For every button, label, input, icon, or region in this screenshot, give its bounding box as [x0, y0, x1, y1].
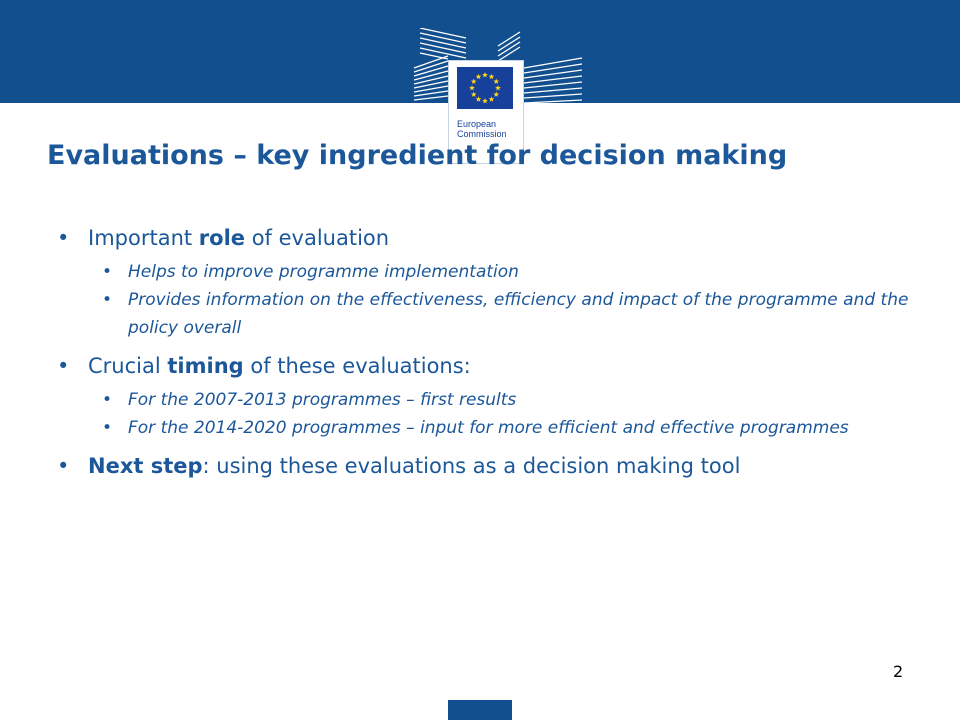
bullet-icon: •: [102, 290, 113, 310]
star-icon: [476, 96, 482, 101]
page-number: 2: [893, 662, 904, 681]
star-icon: [471, 79, 477, 84]
bullet-icon: •: [102, 418, 113, 438]
bullet-role: • Important role of evaluation: [57, 222, 917, 254]
footer-tab: [448, 700, 512, 720]
bullet-icon: •: [102, 262, 113, 282]
star-icon: [471, 92, 477, 97]
sub-bullet-2007-2013: • For the 2007-2013 programmes – first results: [57, 386, 917, 414]
sub-bullet-2014-2020: • For the 2014-2020 programmes – input for more efficient and effective programmes: [57, 414, 917, 442]
slide-title: Evaluations – key ingredient for decision making: [47, 140, 788, 171]
slide-body: [57, 222, 917, 482]
star-icon: [469, 85, 475, 90]
eu-flag-icon: [457, 67, 513, 109]
bullet-icon: •: [102, 390, 113, 410]
star-icon: [489, 74, 495, 79]
star-icon: [489, 96, 495, 101]
star-icon: [493, 92, 499, 97]
sub-bullet-improve: • Helps to improve programme implementation: [57, 258, 917, 286]
star-icon: [476, 74, 482, 79]
logo-line-1: European: [457, 119, 497, 129]
star-icon: [482, 98, 488, 103]
bullet-icon: •: [57, 226, 70, 250]
logo-text: [457, 119, 507, 139]
bullet-icon: •: [57, 354, 70, 378]
star-icon: [493, 79, 499, 84]
bullet-timing: • Crucial timing of these evaluations:: [57, 350, 917, 382]
european-commission-logo: [412, 28, 592, 138]
logo-line-2: Commission: [457, 129, 507, 139]
star-icon: [482, 72, 488, 77]
bullet-icon: •: [57, 454, 70, 478]
sub-bullet-information: • Provides information on the effectiveness, efficiency and impact of the programme and the policy overall: [57, 286, 917, 342]
bullet-next-step: • Next step: using these evaluations as a decision making tool: [57, 450, 917, 482]
star-icon: [495, 85, 501, 90]
